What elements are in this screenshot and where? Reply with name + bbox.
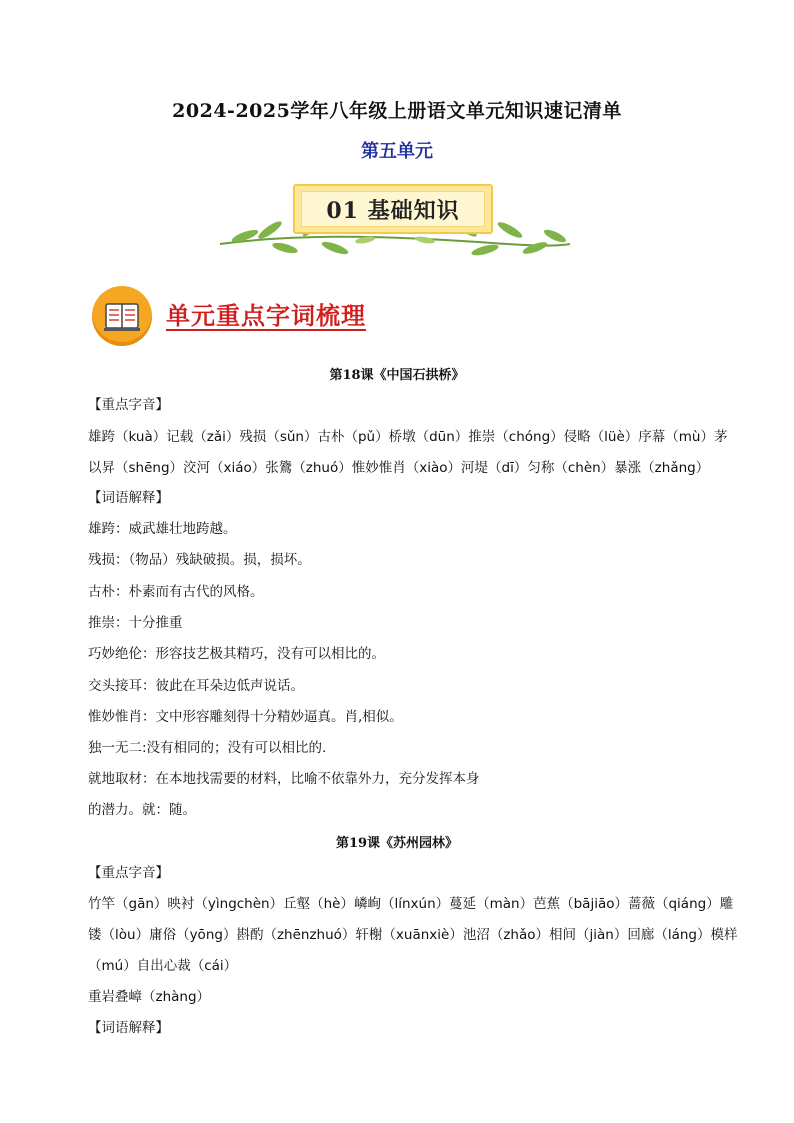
section-heading: 【重点字音】 [88,397,169,413]
section-heading: 【词语解释】 [88,1020,169,1036]
vocab-item: 残损：（物品）残缺破损。损，损坏。 [88,552,311,568]
vocab-item: 就地取材：在本地找需要的材料，比喻不依靠外力，充分发挥本身 [88,771,480,787]
banner-label: 01 基础知识 [326,197,460,224]
pronunciation-line: 竹竿（gān）映衬（yìngchèn）丘壑（hè）嶙峋（línxún）蔓延（màn）芭蕉（bājiāo）蔷薇（qiáng）雕 [88,896,734,912]
section-banner [215,178,575,260]
pronunciation-line: 雄跨（kuà）记载（zǎi）残损（sǔn）古朴（pǔ）桥墩（dūn）推崇（chóng）侵略（lüè）序幕（mù）茅 [88,429,728,445]
lesson-title: 第19课《苏州园林》 [335,836,459,851]
pronunciation-line: 重岩叠嶂（zhàng） [88,989,211,1005]
document-title: 2024-2025学年八年级上册语文单元知识速记清单 [172,100,622,122]
vocab-item: 交头接耳：彼此在耳朵边低声说话。 [88,678,304,694]
banner-box [293,184,493,234]
pronunciation-line: 镂（lòu）庸俗（yōng）斟酌（zhēnzhuó）轩榭（xuānxiè）池沼（zhǎo）相间（jiàn）回廊（láng）模样 [88,927,738,943]
book-icon [92,286,152,346]
section-title: 单元重点字词梳理 [166,301,366,330]
vocab-item: 独一无二:没有相同的；没有可以相比的. [88,740,327,756]
vocab-item: 惟妙惟肖：文中形容雕刻得十分精妙逼真。肖,相似。 [88,709,403,725]
section-header [92,286,412,350]
section-heading: 【重点字音】 [88,865,169,881]
unit-title: 第五单元 [361,141,433,162]
vocab-item: 雄跨：威武雄壮地跨越。 [88,521,237,537]
lesson-title: 第18课《中国石拱桥》 [329,368,465,383]
section-heading: 【词语解释】 [88,490,169,506]
vocab-item: 巧妙绝伦：形容技艺极其精巧，没有可以相比的。 [88,646,385,662]
pronunciation-line: （mú）自出心裁（cái） [88,958,238,974]
vocab-item: 古朴：朴素而有古代的风格。 [88,584,264,600]
pronunciation-line: 以昇（shēng）洨河（xiáo）张鷟（zhuó）惟妙惟肖（xiào）河堤（dī）匀称（chèn）暴涨（zhǎng） [88,460,710,476]
vocab-item: 的潜力。就：随。 [88,802,196,818]
vocab-item: 推崇：十分推重 [88,615,183,631]
